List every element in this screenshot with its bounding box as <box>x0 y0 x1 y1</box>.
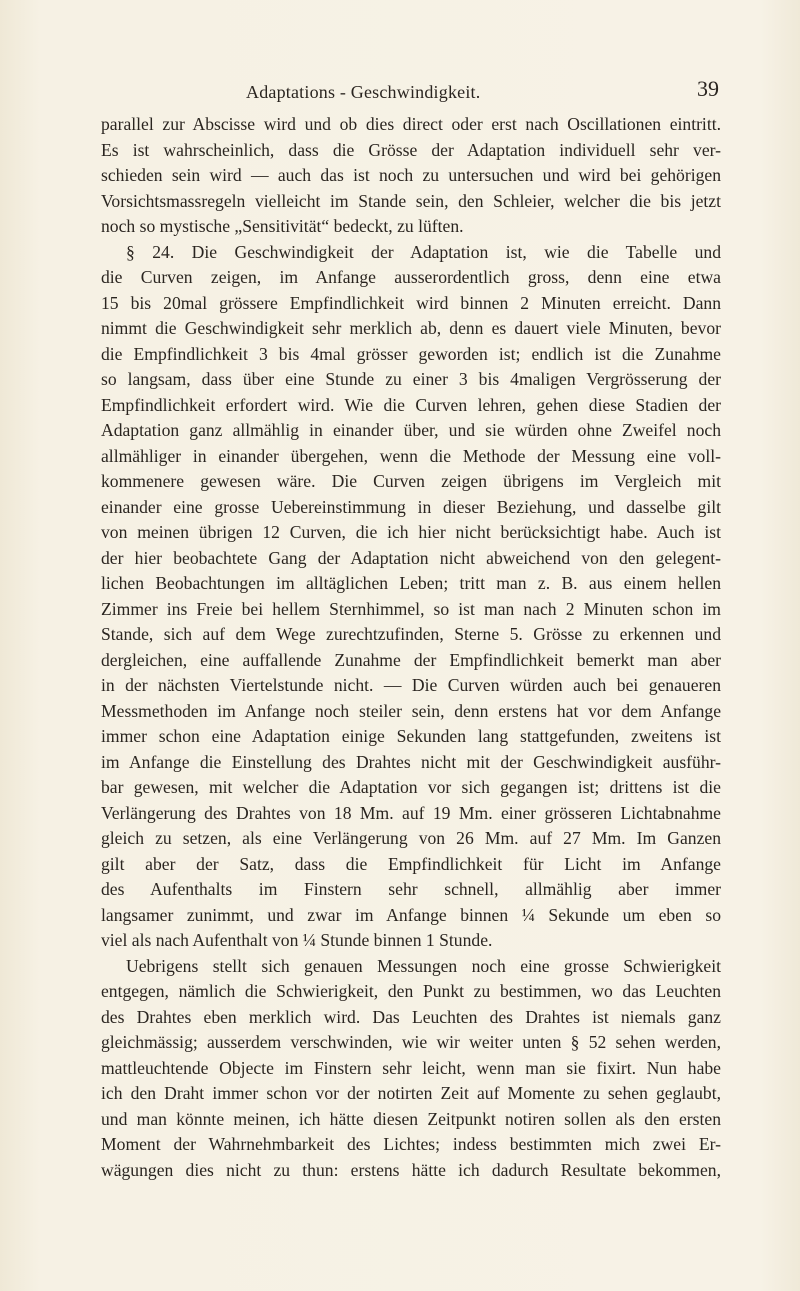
running-title: Adaptations - Geschwindigkeit. <box>246 82 481 102</box>
text-line: Empfindlichkeit erfordert wird. Wie die Curven lehren, gehen diese Stadien der <box>101 394 721 415</box>
page-number: 39 <box>697 76 719 101</box>
text-line: parallel zur Abscisse wird und ob dies direct oder erst nach Oscillationen eintritt. <box>101 114 721 134</box>
text-line: § 24. Die Geschwindigkeit der Adaptation ist, wie die Tabelle und <box>126 241 721 262</box>
text-line: und man könnte meinen, ich hätte diesen Zeitpunkt notiren sollen als den ersten <box>101 1108 721 1129</box>
text-line: in der nächsten Viertelstunde nicht. — Die Curven würden auch bei genaueren <box>101 675 721 695</box>
text-line: bar gewesen, mit welcher die Adaptation vor sich gegangen ist; drittens ist die <box>101 777 721 797</box>
text-line: nimmt die Geschwindigkeit sehr merklich ab, denn es dauert viele Minuten, bevor <box>101 318 721 338</box>
text-line: im Anfange die Einstellung des Drahtes nicht mit der Geschwindigkeit ausführ- <box>101 751 721 772</box>
text-line: die Curven zeigen, im Anfange ausserordentlich gross, denn eine etwa <box>101 267 721 287</box>
text-line: schieden sein wird — auch das ist noch zu untersuchen und wird bei gehörigen <box>101 165 721 185</box>
text-line: des Aufenthalts im Finstern sehr schnell, allmählig aber immer <box>101 879 721 899</box>
text-line: Uebrigens stellt sich genauen Messungen noch eine grosse Schwierigkeit <box>126 955 721 976</box>
text-line: gleich zu setzen, als eine Verlängerung von 26 Mm. auf 27 Mm. Im Ganzen <box>101 828 721 848</box>
text-line: noch so mystische „Sensitivität“ bedeckt, zu lüften. <box>101 216 464 236</box>
text-line: wägungen dies nicht zu thun: erstens hätte ich dadurch Resultate bekommen, <box>101 1159 721 1180</box>
text-line: mattleuchtende Objecte im Finstern sehr leicht, wenn man sie fixirt. Nun habe <box>101 1057 721 1078</box>
text-line: gilt aber der Satz, dass die Empfindlichkeit für Licht im Anfange <box>101 853 721 874</box>
text-line: der hier beobachtete Gang der Adaptation nicht abweichend von den gelegent- <box>101 547 721 568</box>
running-head <box>0 76 800 108</box>
text-line: so langsam, dass über eine Stunde zu einer 3 bis 4maligen Vergrösserung der <box>101 369 721 389</box>
text-line: Messmethoden im Anfange noch steiler sein, denn erstens hat vor dem Anfange <box>101 700 721 721</box>
text-line: des Drahtes eben merklich wird. Das Leuchten des Drahtes ist niemals ganz <box>101 1006 721 1027</box>
text-line: kommenere gewesen wäre. Die Curven zeigen übrigens im Vergleich mit <box>101 471 721 491</box>
text-line: Es ist wahrscheinlich, dass die Grösse der Adaptation individuell sehr ver- <box>101 139 721 160</box>
text-line: gleichmässig; ausserdem verschwinden, wie wir weiter unten § 52 sehen werden, <box>101 1032 721 1052</box>
text-line: Vorsichtsmassregeln vielleicht im Stande sein, den Schleier, welcher die bis jetzt <box>101 190 721 211</box>
text-line: 15 bis 20mal grössere Empfindlichkeit wird binnen 2 Minuten erreicht. Dann <box>101 292 721 313</box>
text-line: Moment der Wahrnehmbarkeit des Lichtes; indess bestimmten mich zwei Er- <box>101 1134 721 1154</box>
text-line: Verlängerung des Drahtes von 18 Mm. auf 19 Mm. einer grösseren Lichtabnahme <box>101 802 721 823</box>
text-line: viel als nach Aufenthalt von ¼ Stunde binnen 1 Stunde. <box>101 930 493 950</box>
text-line: dergleichen, eine auffallende Zunahme der Empfindlichkeit bemerkt man aber <box>101 649 721 670</box>
text-line: Adaptation ganz allmählig in einander über, und sie würden ohne Zweifel noch <box>101 420 721 440</box>
text-line: immer schon eine Adaptation einige Sekunden lang stattgefunden, zweitens ist <box>101 726 721 746</box>
text-line: einander eine grosse Uebereinstimmung in dieser Beziehung, und dasselbe gilt <box>101 496 721 517</box>
text-line: von meinen übrigen 12 Curven, die ich hier nicht berücksichtigt habe. Auch ist <box>101 522 721 542</box>
text-line: Zimmer ins Freie bei hellem Sternhimmel, so ist man nach 2 Minuten schon im <box>101 598 721 619</box>
body-text <box>101 112 721 1183</box>
text-line: allmähliger in einander übergehen, wenn die Methode der Messung eine voll- <box>101 445 721 466</box>
text-line: entgegen, nämlich die Schwierigkeit, den Punkt zu bestimmen, wo das Leuchten <box>101 981 721 1001</box>
text-line: die Empfindlichkeit 3 bis 4mal grösser geworden ist; endlich ist die Zunahme <box>101 343 721 364</box>
text-line: lichen Beobachtungen im alltäglichen Leben; tritt man z. B. aus einem hellen <box>101 573 721 593</box>
text-line: Stande, sich auf dem Wege zurechtzufinden, Sterne 5. Grösse zu erkennen und <box>101 624 721 644</box>
text-line: ich den Draht immer schon vor der notirten Zeit auf Momente zu sehen geglaubt, <box>101 1083 721 1103</box>
text-line: langsamer zunimmt, und zwar im Anfange binnen ¼ Sekunde um eben so <box>101 904 721 925</box>
